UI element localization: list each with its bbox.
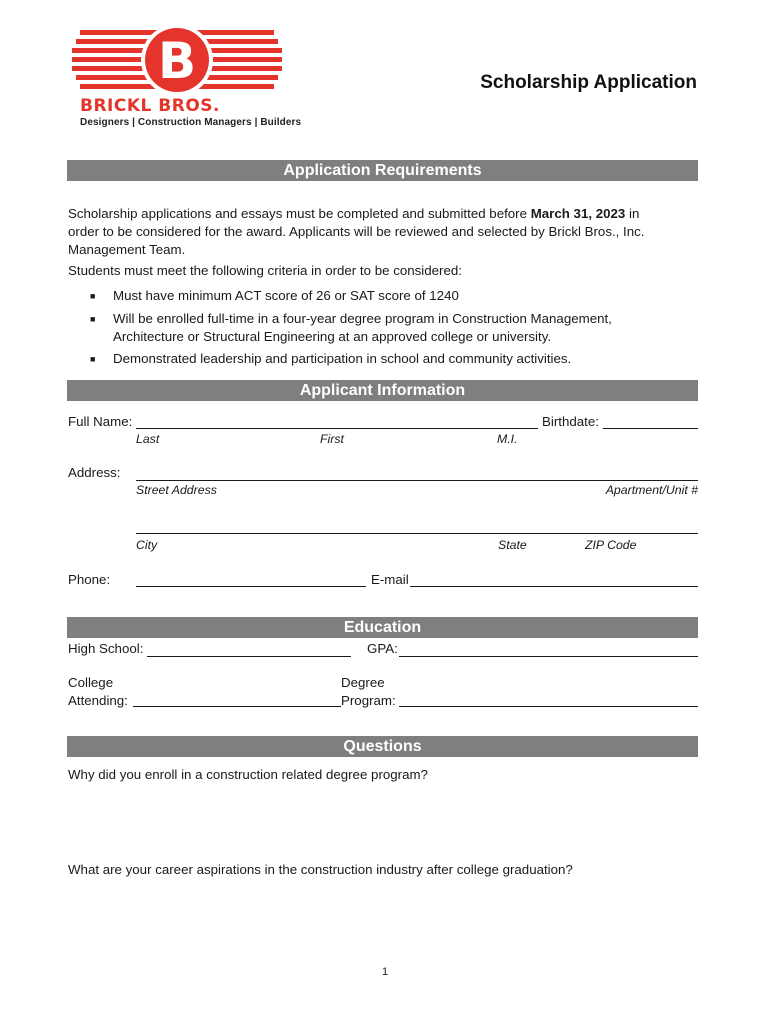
college-label-line: College <box>68 675 114 690</box>
birthdate-field[interactable] <box>603 428 698 429</box>
square-bullet-icon: ■ <box>90 314 96 324</box>
college-label-line: Attending: <box>68 693 128 708</box>
criteria-line: Demonstrated leadership and participation in school and community activities. <box>113 351 572 366</box>
phone-label: Phone: <box>68 572 111 587</box>
gpa-field[interactable] <box>399 656 698 657</box>
criteria-item <box>113 310 698 346</box>
logo-company-name: BRICKL BROS. <box>80 96 220 116</box>
full-name-label: Full Name: <box>68 414 133 429</box>
criteria-item <box>113 287 698 305</box>
section-header-questions: Questions <box>67 736 698 757</box>
college-label <box>68 674 128 710</box>
document-title: Scholarship Application <box>480 72 697 93</box>
deadline-date: March 31, 2023 <box>530 206 626 221</box>
answer-area-2[interactable] <box>68 883 698 953</box>
requirements-intro <box>68 205 698 259</box>
sublabel-zip: ZIP Code <box>585 538 637 552</box>
brick-logo-icon <box>72 24 282 96</box>
sublabel-street: Street Address <box>136 483 217 497</box>
logo-letter: B <box>157 32 197 90</box>
sublabel-first: First <box>320 432 344 446</box>
square-bullet-icon: ■ <box>90 354 96 364</box>
question-2: What are your career aspirations in the construction industry after college graduation? <box>68 862 573 877</box>
logo-tagline: Designers | Construction Managers | Builders <box>80 117 302 128</box>
phone-field[interactable] <box>136 586 366 587</box>
sublabel-city: City <box>136 538 158 552</box>
full-name-field[interactable] <box>136 428 538 429</box>
page-number: 1 <box>381 966 389 978</box>
criteria-intro: Students must meet the following criteria in order to be considered: <box>68 263 462 278</box>
criteria-item <box>113 350 698 368</box>
high-school-label: High School: <box>68 641 144 656</box>
criteria-line: Architecture or Structural Engineering at an approved college or university. <box>113 329 552 344</box>
street-address-field[interactable] <box>136 480 698 481</box>
gpa-label: GPA: <box>367 641 398 656</box>
sublabel-state: State <box>498 538 527 552</box>
section-header-education: Education <box>67 617 698 638</box>
intro-text-start: Scholarship applications and essays must be completed and submitted before <box>68 206 531 221</box>
city-state-zip-field[interactable] <box>136 533 698 534</box>
section-header-requirements: Application Requirements <box>67 160 698 181</box>
email-label: E-mail <box>371 572 409 587</box>
high-school-field[interactable] <box>147 656 351 657</box>
intro-text-end: in <box>625 206 640 221</box>
email-field[interactable] <box>410 586 698 587</box>
sublabel-mi: M.I. <box>497 432 518 446</box>
criteria-line: Will be enrolled full-time in a four-year degree program in Construction Management, <box>113 311 612 326</box>
address-label: Address: <box>68 465 121 480</box>
intro-text-line3: Management Team. <box>68 242 186 257</box>
criteria-line: Must have minimum ACT score of 26 or SAT score of 1240 <box>113 288 459 303</box>
degree-label-line: Program: <box>341 693 396 708</box>
birthdate-label: Birthdate: <box>542 414 599 429</box>
sublabel-apartment: Apartment/Unit # <box>605 483 698 497</box>
question-1: Why did you enroll in a construction related degree program? <box>68 767 428 782</box>
intro-text-line2: order to be considered for the award. Applicants will be reviewed and selected by Brickl Bros., Inc. <box>68 224 645 239</box>
square-bullet-icon: ■ <box>90 291 96 301</box>
answer-area-1[interactable] <box>68 788 698 854</box>
sublabel-last: Last <box>136 432 160 446</box>
degree-field[interactable] <box>399 706 698 707</box>
degree-label-line: Degree <box>341 675 385 690</box>
section-header-applicant: Applicant Information <box>67 380 698 401</box>
college-field[interactable] <box>133 706 341 707</box>
degree-label <box>341 674 396 710</box>
